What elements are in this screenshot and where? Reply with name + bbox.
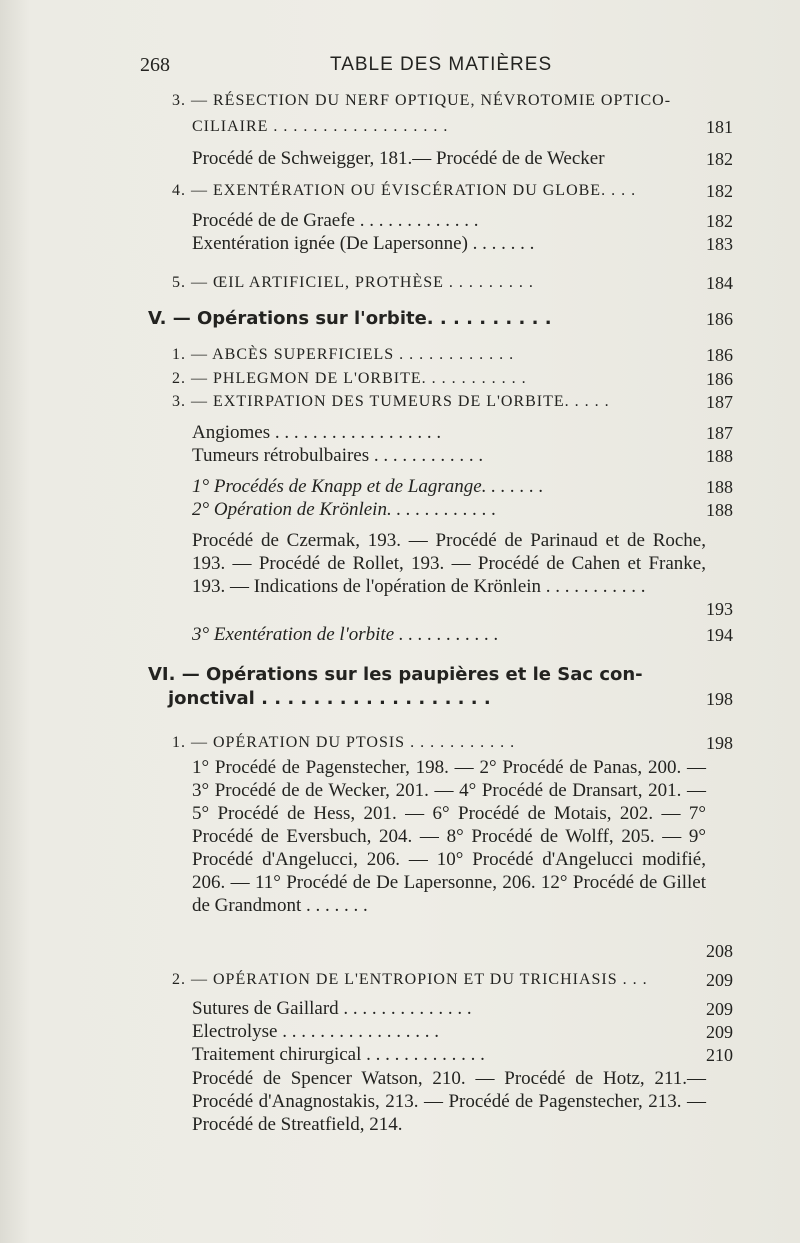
page-number: 268 (140, 54, 170, 76)
toc-entry: 2. — PHLEGMON DE L'ORBITE. . . . . . . . . . . (172, 370, 527, 387)
toc-entry: Exentération ignée (De Lapersonne) . . . . . . . (192, 233, 535, 254)
toc-page: 188 (706, 477, 733, 497)
toc-entry: Procédé de Schweigger, 181.— Procédé de de Wecker (192, 148, 605, 169)
toc-page: 182 (706, 211, 733, 231)
section-heading: VI. — Opérations sur les paupières et le Sac con- (148, 664, 643, 685)
section-heading: V. — Opérations sur l'orbite. . . . . . . . . . (148, 308, 552, 329)
toc-entry: 3. — RÉSECTION DU NERF OPTIQUE, NÉVROTOMIE OPTICO- (172, 92, 672, 109)
toc-page: 198 (706, 689, 733, 709)
toc-page: 186 (706, 369, 733, 389)
toc-entry: Electrolyse . . . . . . . . . . . . . . . . . (192, 1021, 439, 1042)
toc-entry: 1° Procédés de Knapp et de Lagrange. . . . . . . (192, 476, 544, 497)
toc-entry: Angiomes . . . . . . . . . . . . . . . . . . (192, 422, 442, 443)
toc-page: 209 (706, 1022, 733, 1042)
page-header (140, 54, 700, 84)
toc-page: 209 (706, 999, 733, 1019)
toc-paragraph: Procédé de Czermak, 193. — Procédé de Parinaud et de Roche, 193. — Procédé de Rollet, 193. — Procédé de Cahen et Franke, 193. — Indications de l'opération de Krönlein . . . . . . . . . . . (192, 530, 706, 597)
toc-entry: CILIAIRE . . . . . . . . . . . . . . . . . . (192, 118, 449, 135)
toc-entry: Tumeurs rétrobulbaires . . . . . . . . . . . . (192, 445, 484, 466)
toc-entry: 1. — OPÉRATION DU PTOSIS . . . . . . . . . . . (172, 734, 516, 751)
toc-entry: Procédé de de Graefe . . . . . . . . . . . . . (192, 210, 479, 231)
section-heading: jonctival . . . . . . . . . . . . . . . . . . (168, 688, 491, 709)
toc-page: 181 (706, 117, 733, 137)
toc-page: 182 (706, 181, 733, 201)
toc-page: 193 (706, 599, 733, 619)
toc-entry: 2. — OPÉRATION DE L'ENTROPION ET DU TRICHIASIS . . . (172, 971, 648, 988)
toc-page: 209 (706, 970, 733, 990)
toc-page: 184 (706, 273, 733, 293)
toc-page: 182 (706, 149, 733, 169)
toc-page: 183 (706, 234, 733, 254)
toc-page: 210 (706, 1045, 733, 1065)
toc-entry: 5. — ŒIL ARTIFICIEL, PROTHÈSE . . . . . . . . . (172, 274, 534, 291)
toc-entry: 3° Exentération de l'orbite . . . . . . . . . . . (192, 624, 499, 645)
toc-entry: 2° Opération de Krönlein. . . . . . . . . . . . (192, 499, 497, 520)
toc-paragraph: Procédé de Spencer Watson, 210. — Procédé de Hotz, 211.— Procédé d'Anagnostakis, 213. — Procédé de Pagenstecher, 213. — Procédé de Streatfield, 214. (192, 1068, 706, 1135)
toc-entry: Sutures de Gaillard . . . . . . . . . . . . . . (192, 998, 472, 1019)
toc-page: 208 (706, 941, 733, 961)
toc-page: 186 (706, 309, 733, 329)
toc-page: 186 (706, 345, 733, 365)
toc-page: 187 (706, 392, 733, 412)
toc-page: 194 (706, 625, 733, 645)
toc-entry: Traitement chirurgical . . . . . . . . . . . . . (192, 1044, 485, 1065)
toc-page: 187 (706, 423, 733, 443)
toc-page: 198 (706, 733, 733, 753)
toc-entry: 4. — EXENTÉRATION OU ÉVISCÉRATION DU GLOBE. . . . (172, 182, 637, 199)
toc-paragraph: 1° Procédé de Pagenstecher, 198. — 2° Procédé de Panas, 200. — 3° Procédé de de Wecker, 201. — 4° Procédé de Dransart, 201. — 5° Procédé de Hess, 201. — 6° Procédé de Motais, 202. — 7° Procédé de Eversbuch, 204. — 8° Procédé de Wolff, 205. — 9° Procédé d'Angelucci, 206. — 10° Procédé d'Angelucci modifié, 206. — 11° Procédé de De Lapersonne, 206. 12° Procédé de Gillet de Grandmont . . . . . . . (192, 757, 706, 916)
running-title: TABLE DES MATIÈRES (330, 54, 553, 75)
toc-page: 188 (706, 446, 733, 466)
toc-entry: 1. — ABCÈS SUPERFICIELS . . . . . . . . . . . . (172, 346, 515, 363)
toc-entry: 3. — EXTIRPATION DES TUMEURS DE L'ORBITE. . . . . (172, 393, 610, 410)
toc-page: 188 (706, 500, 733, 520)
